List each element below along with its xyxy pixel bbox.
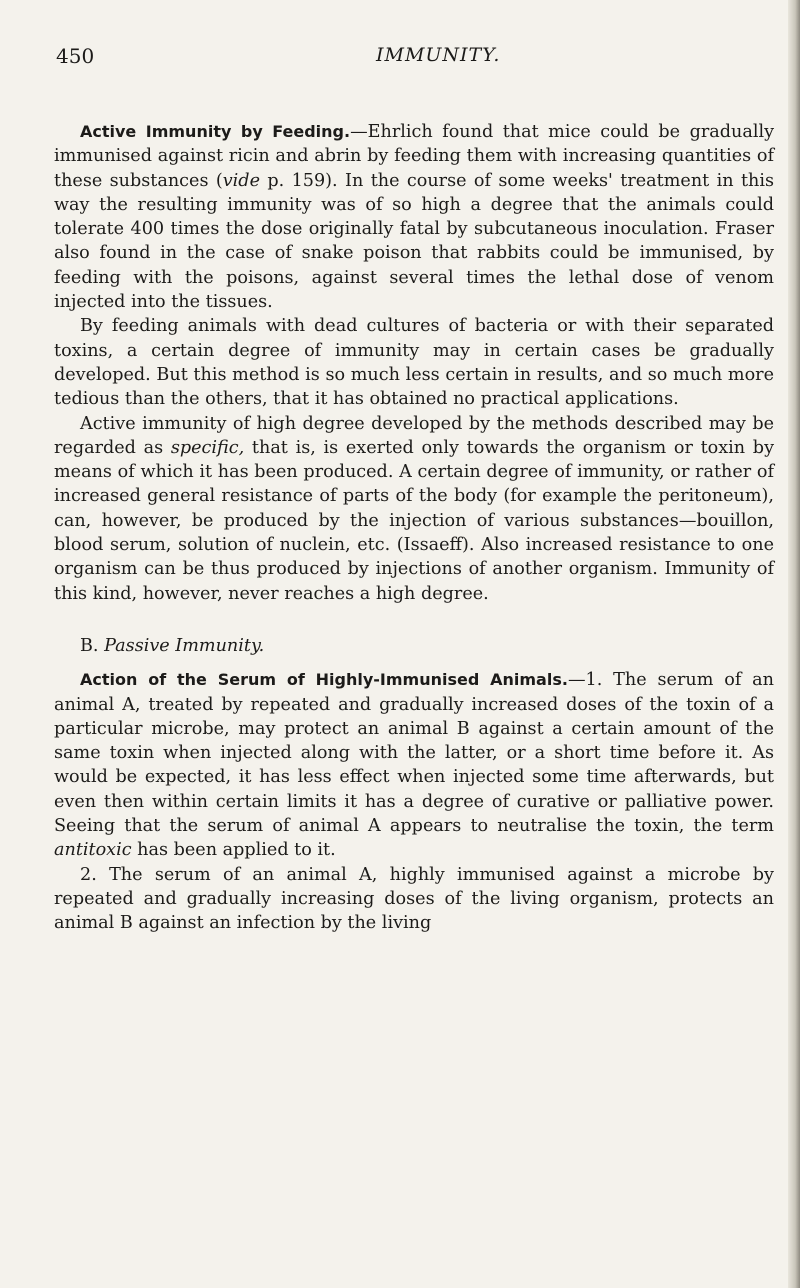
section-title: Passive Immunity. (104, 635, 265, 656)
paragraph-text: p. 159). In the course of some weeks' treatment in this way the resulting immunity was of so high a degree that the animals could tolerate 400 times the dose originally fatal by subcutaneous inoculation. Fraser also found in the case of snake poison that rabbits could be immunised, by feeding with the poisons, against several times the lethal dose of venom injected into the tissues. (54, 170, 775, 313)
section-heading-passive-immunity (54, 634, 774, 658)
body-text (54, 120, 774, 936)
paragraph-serum-living-organism (54, 863, 774, 936)
paragraph-text: By feeding animals with dead cultures of bacteria or with their separated toxins, a certain degree of immunity may in certain cases be gradually developed. But this method is so much less certain in results, and so much more tedious than the others, that it has obtained no practical applications. (54, 316, 774, 410)
page-header (56, 44, 744, 74)
paragraph-lead-heading: Action of the Serum of Highly-Immunised Animals. (80, 670, 568, 690)
section-label: B. (80, 635, 99, 656)
paragraph-lead-heading: Active Immunity by Feeding. (80, 122, 351, 141)
italic-term: antitoxic (54, 840, 132, 861)
paragraph-active-immunity-feeding (54, 120, 774, 314)
paragraph-text: —Ehrlich found that mice could be gradually immunised against ricin and abrin by feeding them with increasing quantities of these substances ( (54, 122, 775, 191)
paragraph-specific-immunity (54, 412, 774, 606)
paragraph-text: —1. The serum of an animal A, treated by repeated and gradually increased doses of the toxin of a particular microbe, may protect an animal B against a certain amount of the same toxin when injected along with the latter, or a short time before it. As would be expected, it has less effect when injected some time afterwards, but even then within certain limits it has a degree of curative or palliative power. Seeing that the serum of animal A appears to neutralise the toxin, the term (54, 670, 774, 837)
italic-term: vide (222, 170, 260, 191)
paragraph-text: 2. The serum of an animal A, highly immunised against a microbe by repeated and gradually increasing doses of the living organism, protects an animal B against an infection by the living (54, 864, 774, 934)
paragraph-dead-cultures (54, 314, 774, 411)
paragraph-text: Active immunity of high degree developed by the methods described may be regarded as (54, 413, 774, 458)
paragraph-text: that is, is exerted only towards the organism or toxin by means of which it has been produced. A certain degree of immunity, or rather of increased general resistance of parts of the body (for example the peritoneum), can, however, be produced by the injection of various substances—bouillon, blood serum, solution of nuclein, etc. (Issaeff). Also increased resistance to one organism can be thus produced by injections of another organism. Immunity of this kind, however, never reaches a high degree. (54, 437, 775, 604)
page-edge-shadow (788, 0, 800, 1288)
paragraph-serum-action (54, 668, 774, 862)
paragraph-text: has been applied to it. (131, 840, 336, 861)
page-number: 450 (56, 44, 95, 68)
running-head: IMMUNITY. (376, 44, 501, 66)
italic-term: specific, (170, 437, 245, 458)
